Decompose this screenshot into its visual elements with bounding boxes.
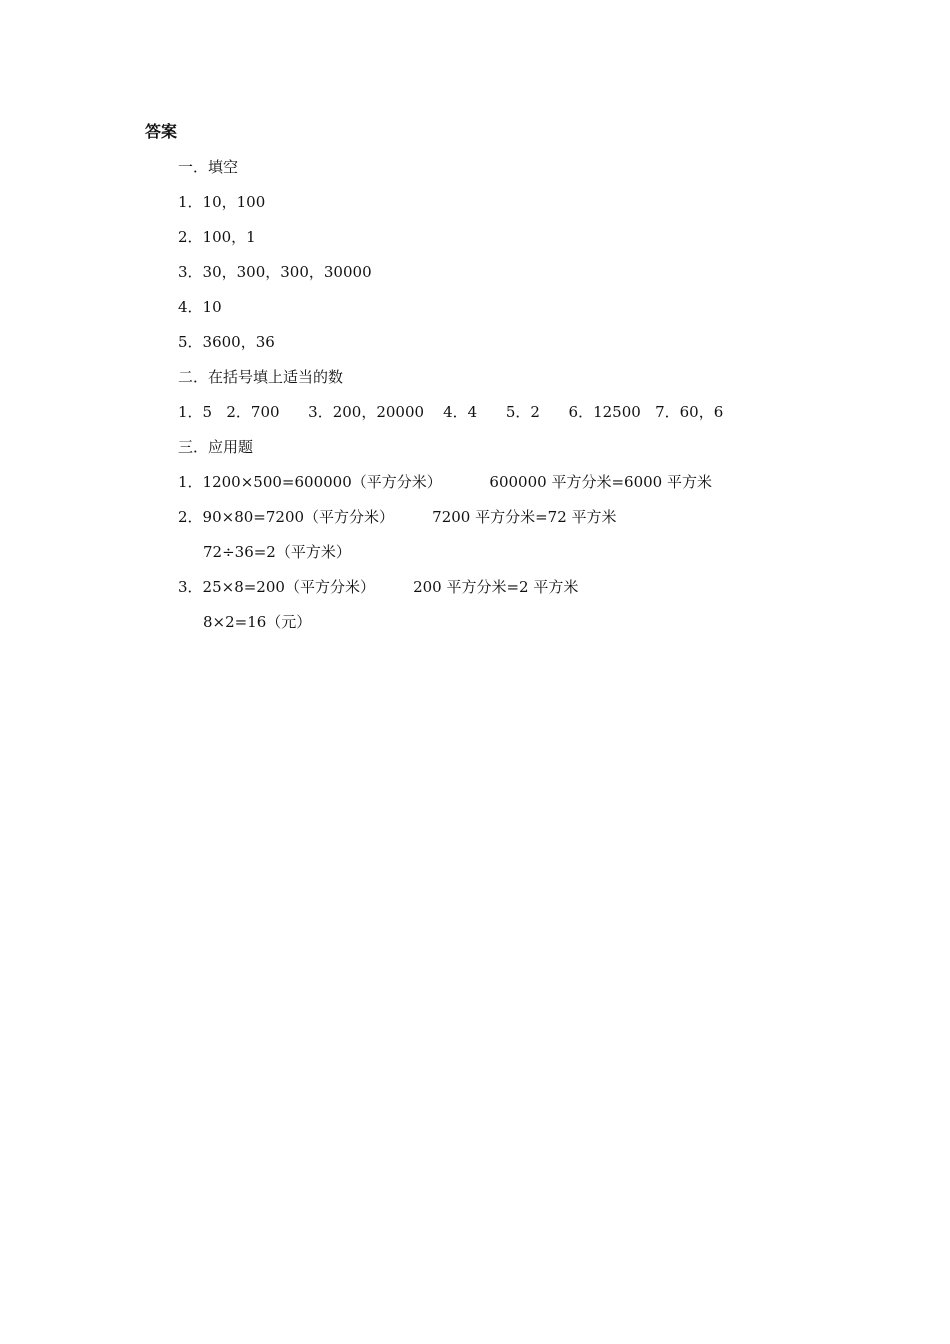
answer-title: 答案	[145, 122, 178, 141]
answer-line: 2．90×80=7200（平方分米） 7200 平方分米=72 平方米	[178, 508, 617, 526]
section-heading-brackets: 二．在括号填上适当的数	[178, 368, 344, 386]
answer-line: 5．3600，36	[178, 333, 275, 351]
answer-line: 1．5 2．700 3．200，20000 4．4 5．2 6．12500 7．60，6	[178, 403, 724, 421]
answer-line: 2．100，1	[178, 228, 256, 246]
answer-line: 4．10	[178, 298, 222, 316]
section-heading-applications: 三．应用题	[178, 438, 254, 456]
answer-line: 1．1200×500=600000（平方分米） 600000 平方分米=6000 平方米	[178, 473, 712, 491]
answer-line: 8×2=16（元）	[203, 613, 312, 631]
answer-line: 72÷36=2（平方米）	[203, 543, 351, 561]
section-heading-fill-blank: 一．填空	[178, 158, 239, 176]
answer-line: 3．30，300，300，30000	[178, 263, 372, 281]
answer-line: 3．25×8=200（平方分米） 200 平方分米=2 平方米	[178, 578, 579, 596]
answer-line: 1．10，100	[178, 193, 266, 211]
